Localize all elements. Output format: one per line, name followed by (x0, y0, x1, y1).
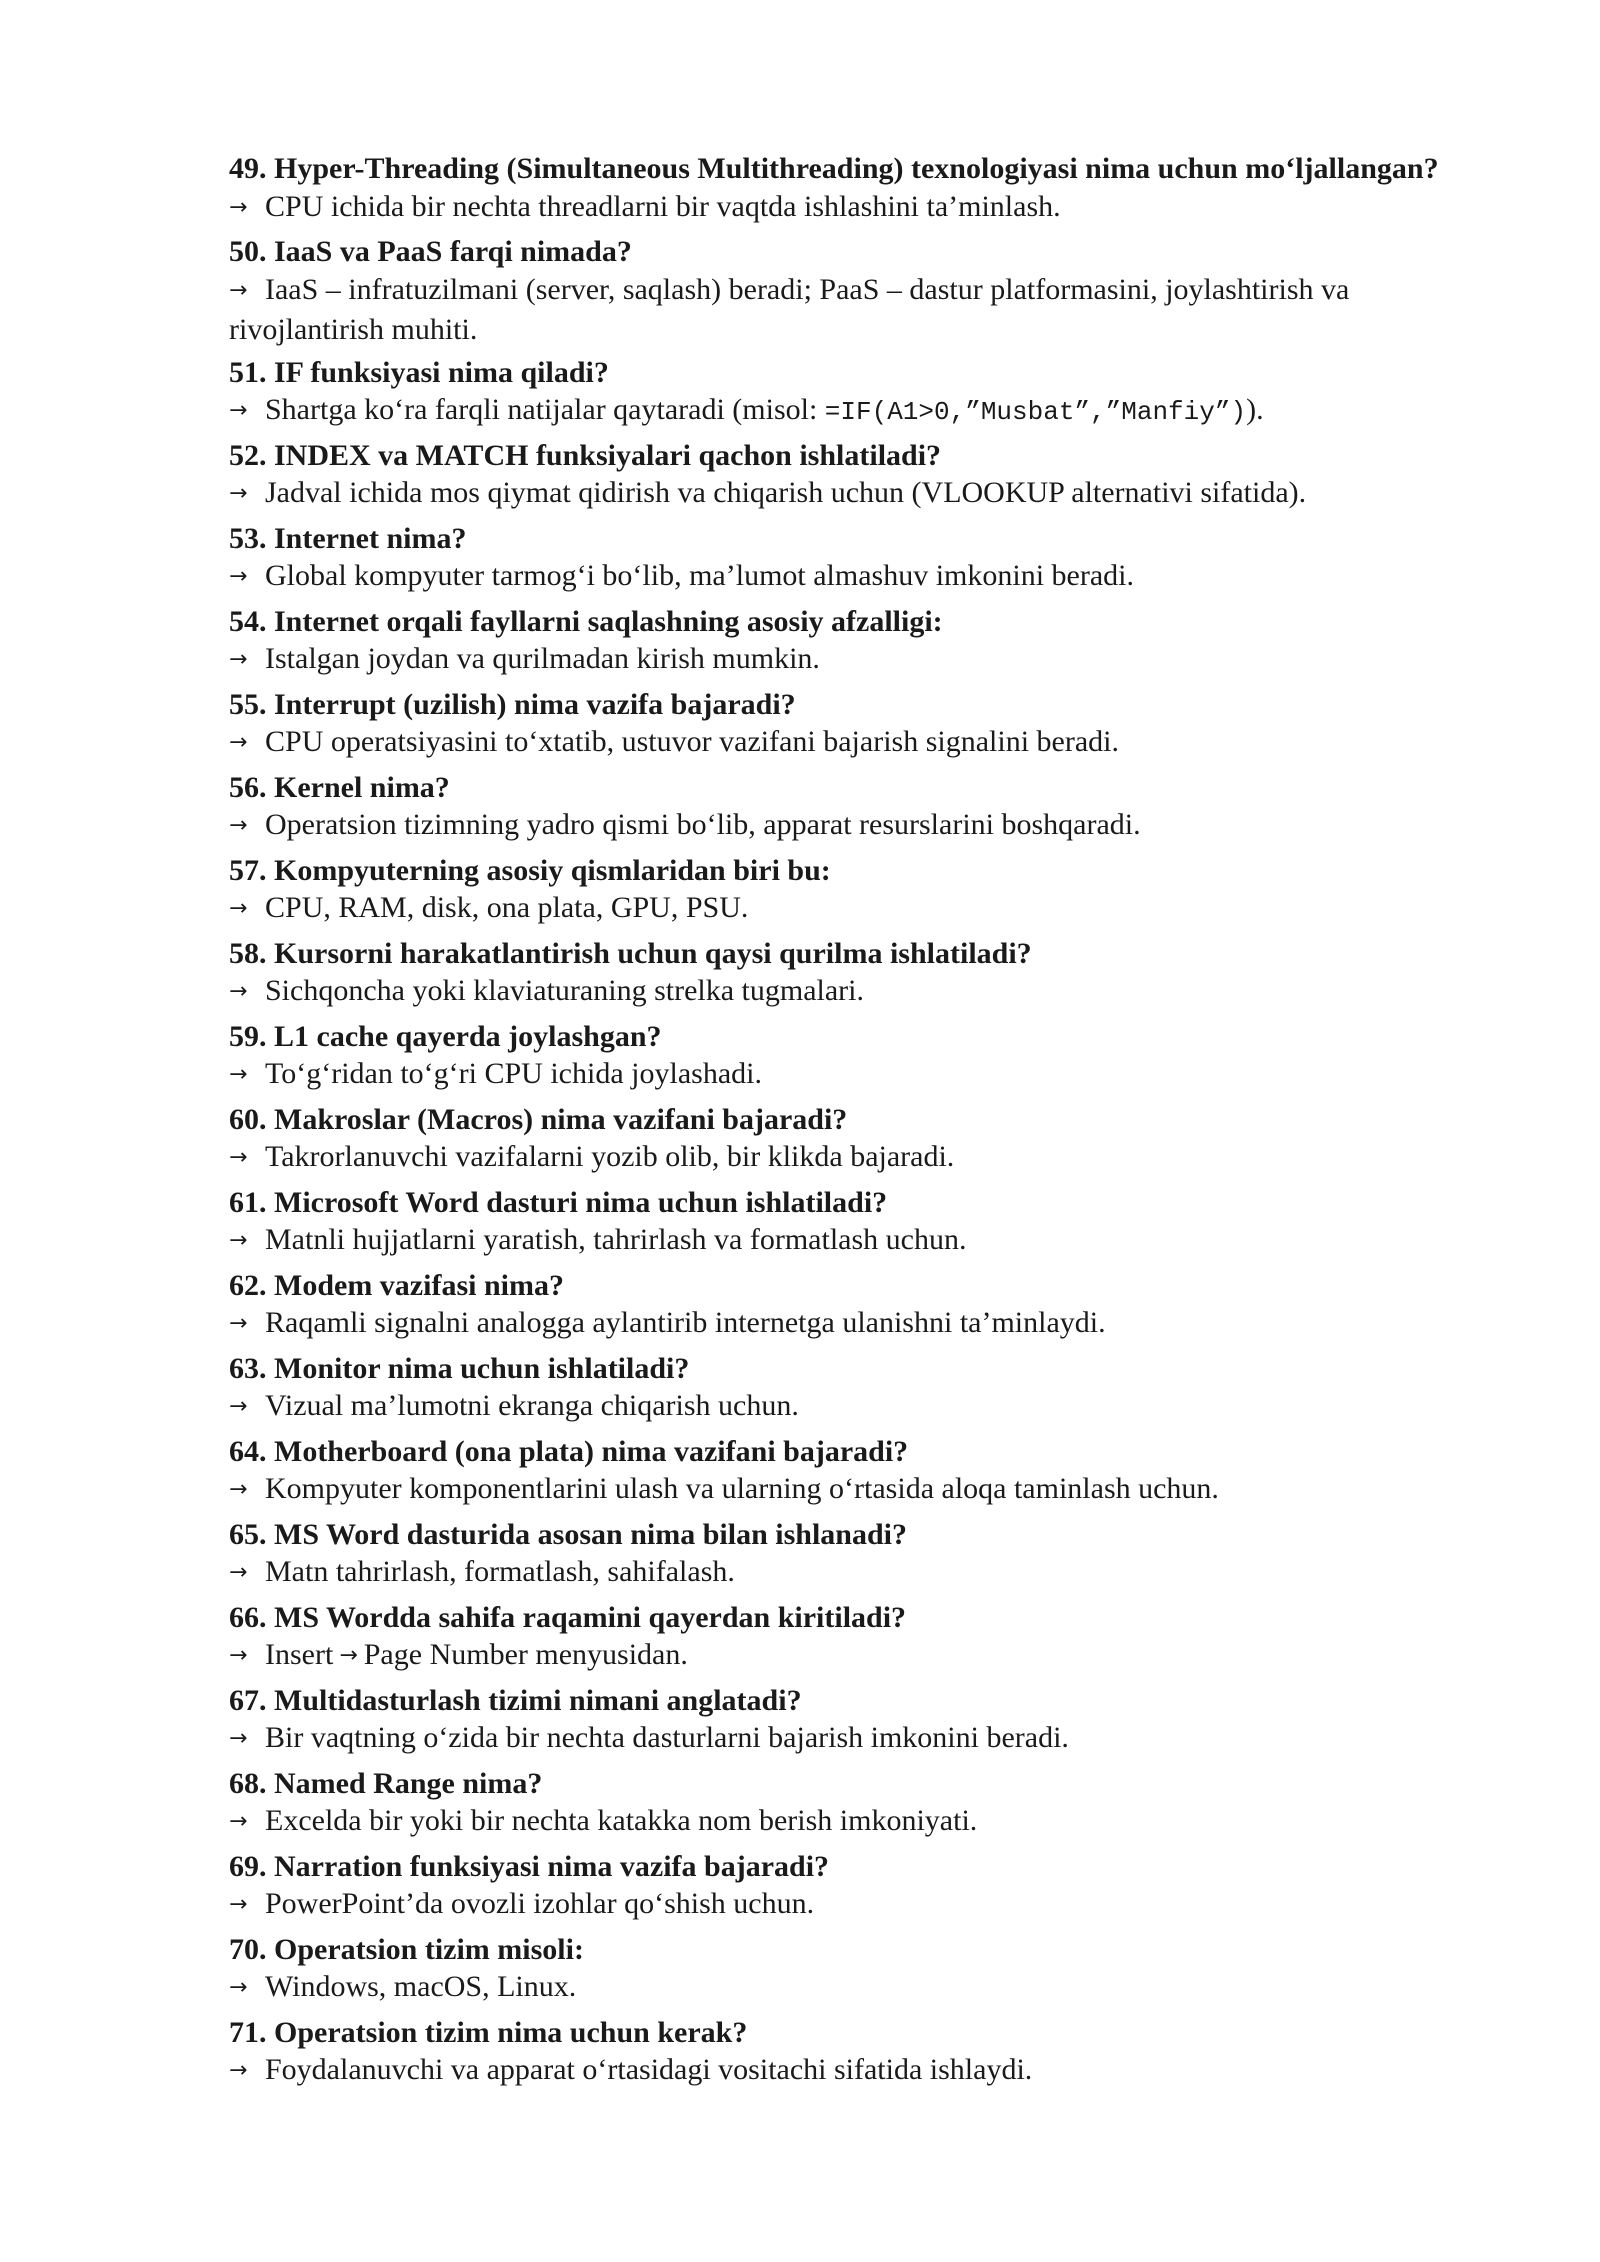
question: 55. Interrupt (uzilish) nima vazifa bajaradi? (229, 687, 796, 721)
answer-line (229, 972, 1449, 1013)
qa-item-62 (229, 1267, 1449, 1345)
arrow-icon: → (229, 481, 248, 506)
qa-item-64 (229, 1433, 1449, 1511)
answer-text: Kompyuter komponentlarini ulash va ularning o‘rtasida aloqa taminlash uchun. (265, 1472, 1219, 1505)
question: 62. Modem vazifasi nima? (229, 1268, 564, 1302)
qa-item-56 (229, 769, 1449, 847)
qa-item-54 (229, 603, 1449, 681)
answer-text: Matnli hujjatlarni yaratish, tahrirlash va formatlash uchun. (265, 1223, 967, 1256)
document-page (229, 150, 1449, 2097)
answer-line (229, 1470, 1449, 1511)
answer-line (229, 1304, 1449, 1345)
question: 61. Microsoft Word dasturi nima uchun ishlatiladi? (229, 1185, 888, 1219)
answer-text: Takrorlanuvchi vazifalarni yozib olib, bir klikda bajaradi. (265, 1140, 955, 1173)
question: 57. Kompyuterning asosiy qismlaridan biri bu: (229, 853, 831, 887)
arrow-icon: → (229, 1809, 248, 1834)
qa-item-57 (229, 852, 1449, 930)
question: 67. Multidasturlash tizimi nimani anglatadi? (229, 1683, 802, 1717)
answer-line (229, 2051, 1449, 2092)
answer-text: Matn tahrirlash, formatlash, sahifalash. (265, 1555, 735, 1588)
qa-item-67 (229, 1682, 1449, 1760)
question: 51. IF funksiyasi nima qiladi? (229, 355, 609, 389)
answer-text-pre: Insert (265, 1638, 334, 1671)
arrow-icon: → (229, 1477, 248, 1502)
qa-item-53 (229, 520, 1449, 598)
qa-item-55 (229, 686, 1449, 764)
question: 68. Named Range nima? (229, 1766, 543, 1800)
question: 59. L1 cache qayerda joylashgan? (229, 1019, 662, 1053)
question: 70. Operatsion tizim misoli: (229, 1932, 584, 1966)
question: 63. Monitor nima uchun ishlatiladi? (229, 1351, 690, 1385)
arrow-icon: → (229, 1394, 248, 1419)
answer-line (229, 1802, 1449, 1843)
answer-line (229, 1636, 1449, 1677)
answer-line (229, 188, 1449, 229)
arrow-icon: → (229, 896, 248, 921)
answer-text: CPU, RAM, disk, ona plata, GPU, PSU. (265, 891, 749, 924)
answer-text: Sichqoncha yoki klaviaturaning strelka tugmalari. (265, 974, 865, 1007)
answer-text: Vizual ma’lumotni ekranga chiqarish uchun. (265, 1389, 799, 1422)
arrow-icon: → (229, 1228, 248, 1253)
answer-text: Foydalanuvchi va apparat o‘rtasidagi vositachi sifatida ishlaydi. (265, 2053, 1033, 2086)
qa-item-58 (229, 935, 1449, 1013)
question: 53. Internet nima? (229, 521, 467, 555)
answer-text: Windows, macOS, Linux. (265, 1970, 577, 2003)
answer-text: Excelda bir yoki bir nechta katakka nom berish imkoniyati. (265, 1804, 978, 1837)
qa-item-51 (229, 354, 1449, 432)
qa-item-65 (229, 1516, 1449, 1594)
answer-text: Jadval ichida mos qiymat qidirish va chiqarish uchun (VLOOKUP alternativi sifatida). (265, 476, 1307, 509)
answer-text: To‘g‘ridan to‘g‘ri CPU ichida joylashadi. (265, 1057, 762, 1090)
answer-text-pre: Shartga ko‘ra farqli natijalar qaytaradi (misol: (265, 393, 825, 426)
answer-text-post: ). (1246, 393, 1264, 426)
arrow-icon: → (229, 564, 248, 589)
question: 56. Kernel nima? (229, 770, 450, 804)
arrow-icon: → (229, 1311, 248, 1336)
qa-item-63 (229, 1350, 1449, 1428)
qa-item-52 (229, 437, 1449, 515)
arrow-icon: → (229, 277, 248, 303)
answer-line (229, 557, 1449, 598)
question: 54. Internet orqali fayllarni saqlashning asosiy afzalligi: (229, 604, 943, 638)
answer-line (229, 1968, 1449, 2009)
question: 65. MS Word dasturida asosan nima bilan ishlanadi? (229, 1517, 907, 1551)
arrow-icon: → (229, 1560, 248, 1585)
qa-item-70 (229, 1931, 1449, 2009)
qa-item-49 (229, 150, 1449, 228)
answer-line (229, 1055, 1449, 1096)
formula-code: =IF(A1>0,”Musbat”,”Manfiy”) (824, 397, 1247, 427)
answer-line (229, 1387, 1449, 1428)
question: 66. MS Wordda sahifa raqamini qayerdan kiritiladi? (229, 1600, 907, 1634)
arrow-icon: → (229, 1062, 248, 1087)
answer-line (229, 271, 1449, 349)
answer-text-post: Page Number menyusidan. (363, 1638, 688, 1671)
arrow-icon: → (229, 398, 248, 423)
question: 49. Hyper-Threading (Simultaneous Multithreading) texnologiyasi nima uchun mo‘ljallangan? (229, 152, 1439, 185)
answer-text: Istalgan joydan va qurilmadan kirish mumkin. (265, 642, 820, 675)
answer-line (229, 1221, 1449, 1262)
answer-text: PowerPoint’da ovozli izohlar qo‘shish uchun. (265, 1887, 815, 1920)
arrow-icon: → (229, 1975, 248, 2000)
answer-line (229, 889, 1449, 930)
answer-line (229, 723, 1449, 764)
arrow-icon: → (229, 730, 248, 755)
answer-text: Operatsion tizimning yadro qismi bo‘lib, apparat resurslarini boshqaradi. (265, 808, 1141, 841)
question: 52. INDEX va MATCH funksiyalari qachon ishlatiladi? (229, 438, 942, 472)
answer-line (229, 640, 1449, 681)
question: 69. Narration funksiyasi nima vazifa bajaradi? (229, 1849, 830, 1883)
arrow-icon: → (229, 1643, 248, 1668)
qa-item-59 (229, 1018, 1449, 1096)
arrow-icon: → (229, 2058, 248, 2083)
arrow-icon: → (229, 1726, 248, 1751)
answer-line (229, 1138, 1449, 1179)
answer-text: Global kompyuter tarmog‘i bo‘lib, ma’lumot almashuv imkonini beradi. (265, 559, 1135, 592)
answer-text: CPU ichida bir nechta threadlarni bir vaqtda ishlashini ta’minlash. (265, 189, 1061, 223)
qa-item-69 (229, 1848, 1449, 1926)
answer-text: Bir vaqtning o‘zida bir nechta dasturlarni bajarish imkonini beradi. (265, 1721, 1069, 1754)
qa-item-50 (229, 233, 1449, 349)
arrow-icon: → (229, 1892, 248, 1917)
qa-item-60 (229, 1101, 1449, 1179)
arrow-icon: → (229, 194, 248, 220)
arrow-icon: → (339, 1643, 358, 1668)
question: 58. Kursorni harakatlantirish uchun qaysi qurilma ishlatiladi? (229, 936, 1032, 970)
question: 64. Motherboard (ona plata) nima vazifani bajaradi? (229, 1434, 909, 1468)
arrow-icon: → (229, 1145, 248, 1170)
answer-line (229, 474, 1449, 515)
answer-line (229, 1885, 1449, 1926)
answer-text: Raqamli signalni analogga aylantirib internetga ulanishni ta’minlaydi. (265, 1306, 1106, 1339)
answer-text: CPU operatsiyasini to‘xtatib, ustuvor vazifani bajarish signalini beradi. (265, 725, 1119, 758)
arrow-icon: → (229, 813, 248, 838)
qa-item-68 (229, 1765, 1449, 1843)
question: 60. Makroslar (Macros) nima vazifani bajaradi? (229, 1102, 848, 1136)
answer-line (229, 391, 1449, 432)
answer-line (229, 806, 1449, 847)
question: 71. Operatsion tizim nima uchun kerak? (229, 2015, 748, 2049)
answer-line (229, 1719, 1449, 1760)
qa-item-71 (229, 2014, 1449, 2092)
question: 50. IaaS va PaaS farqi nimada? (229, 235, 632, 268)
qa-item-66 (229, 1599, 1449, 1677)
qa-item-61 (229, 1184, 1449, 1262)
answer-line (229, 1553, 1449, 1594)
arrow-icon: → (229, 647, 248, 672)
answer-text: IaaS – infratuzilmani (server, saqlash) beradi; PaaS – dastur platformasini, joylashtirish va rivojlantirish muhiti. (229, 272, 1350, 346)
arrow-icon: → (229, 979, 248, 1004)
